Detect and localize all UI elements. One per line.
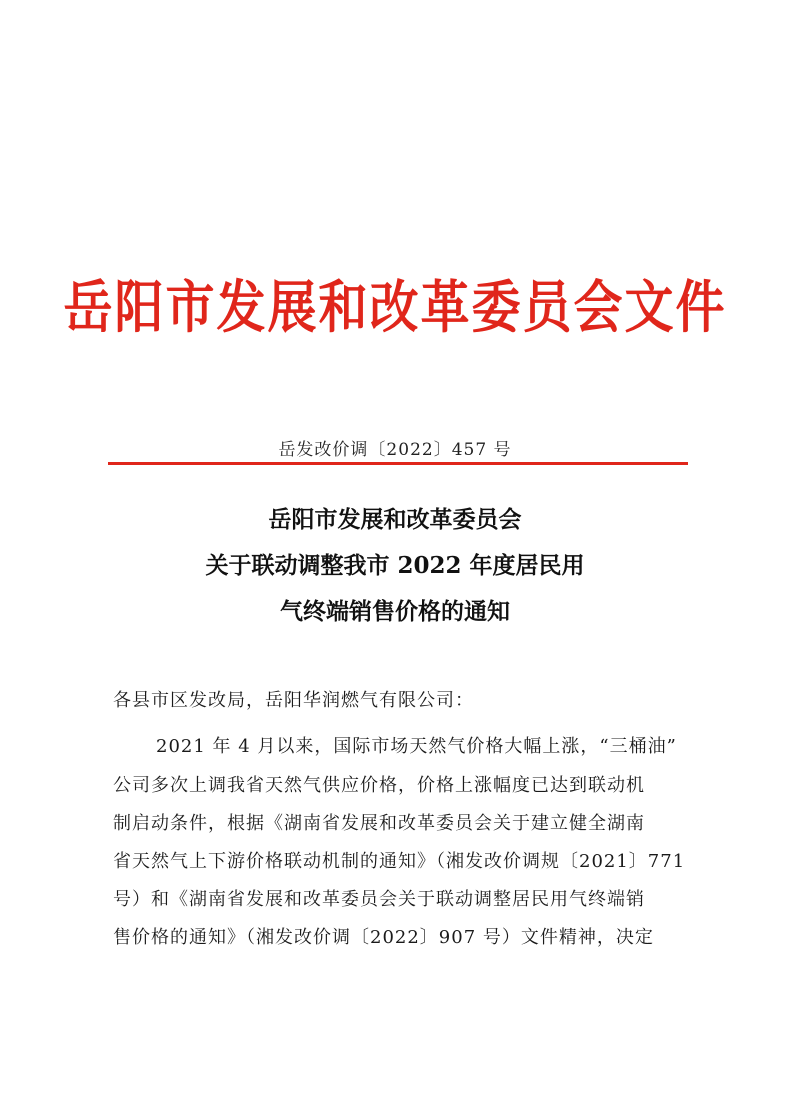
notice-title-line-2: 关于联动调整我市 2022 年度居民用 <box>205 552 585 579</box>
red-divider-line <box>108 462 688 465</box>
masthead-title: 岳阳市发展和改革委员会文件 <box>63 274 727 341</box>
notice-title-line-3: 气终端销售价格的通知 <box>280 598 510 625</box>
document-number: 岳发改价调〔2022〕457 号 <box>278 440 512 460</box>
body-line-3: 制启动条件，根据《湖南省发展和改革委员会关于建立健全湖南 <box>113 813 645 834</box>
body-line-2: 公司多次上调我省天然气供应价格，价格上涨幅度已达到联动机 <box>113 775 645 796</box>
body-line-4: 省天然气上下游价格联动机制的通知》（湘发改价调规〔2021〕771 <box>113 851 686 872</box>
salutation: 各县市区发改局，岳阳华润燃气有限公司： <box>113 690 474 711</box>
body-line-5: 号）和《湖南省发展和改革委员会关于联动调整居民用气终端销 <box>113 889 645 910</box>
body-line-6: 售价格的通知》（湘发改价调〔2022〕907 号）文件精神，决定 <box>113 927 654 948</box>
notice-title-line-1: 岳阳市发展和改革委员会 <box>268 506 522 533</box>
body-line-1: 2021 年 4 月以来，国际市场天然气价格大幅上涨，“三桶油” <box>156 736 677 757</box>
